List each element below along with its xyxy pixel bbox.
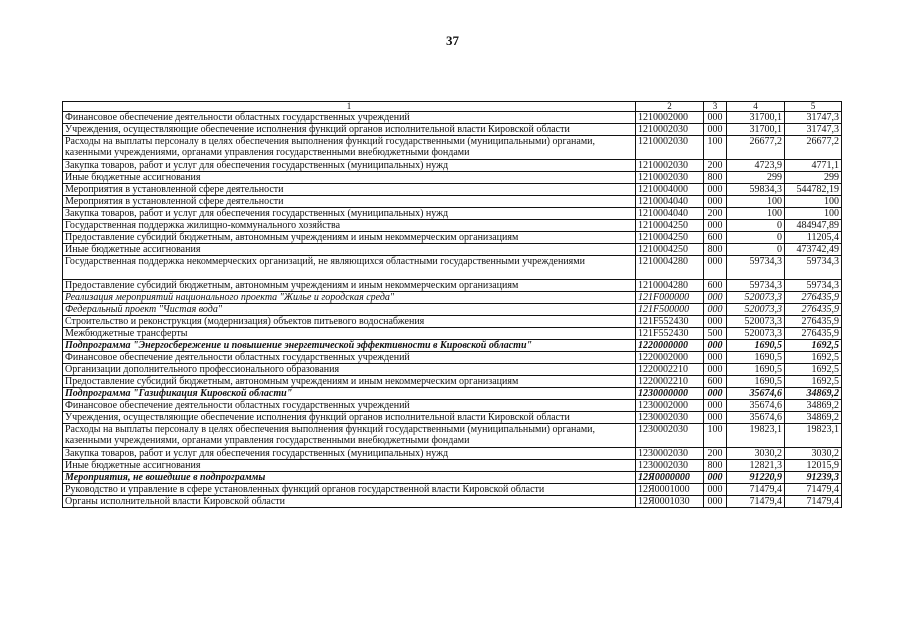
table-row: [63, 412, 842, 424]
row-amount-2-cell: 34869,2: [785, 412, 842, 424]
row-code-cell: 1230002030: [636, 448, 704, 460]
row-name-cell: Иные бюджетные ассигнования: [63, 172, 636, 184]
row-amount-2-cell: 473742,49: [785, 244, 842, 256]
row-expense-type-cell: 800: [704, 172, 727, 184]
row-name-cell: Государственная поддержка некоммерческих организаций, не являющихся областными государственными учреждениями: [63, 256, 636, 280]
row-code-cell: 12Я0001000: [636, 484, 704, 496]
row-expense-type-cell: 000: [704, 388, 727, 400]
row-amount-1-cell: 91220,9: [727, 472, 785, 484]
row-amount-1-cell: 35674,6: [727, 400, 785, 412]
row-amount-2-cell: 34869,2: [785, 388, 842, 400]
budget-table-body: [63, 102, 842, 508]
row-name-cell: Руководство и управление в сфере установленных функций органов государственной власти Кировской области: [63, 484, 636, 496]
row-code-cell: 1210004280: [636, 256, 704, 280]
row-expense-type-cell: 000: [704, 196, 727, 208]
row-amount-1-cell: 59734,3: [727, 256, 785, 280]
row-name-cell: Государственная поддержка жилищно-коммунального хозяйства: [63, 220, 636, 232]
header-col-4: 4: [727, 102, 785, 112]
row-expense-type-cell: 800: [704, 460, 727, 472]
row-name-cell: Финансовое обеспечение деятельности областных государственных учреждений: [63, 112, 636, 124]
row-amount-1-cell: 520073,3: [727, 328, 785, 340]
header-col-3: 3: [704, 102, 727, 112]
row-expense-type-cell: 000: [704, 316, 727, 328]
row-code-cell: 1220002000: [636, 352, 704, 364]
row-code-cell: 12Я0000000: [636, 472, 704, 484]
header-col-5: 5: [785, 102, 842, 112]
row-amount-1-cell: 12821,3: [727, 460, 785, 472]
table-row: [63, 352, 842, 364]
row-code-cell: 121F552430: [636, 328, 704, 340]
row-code-cell: 1210002000: [636, 112, 704, 124]
row-amount-1-cell: 1690,5: [727, 340, 785, 352]
row-amount-1-cell: 31700,1: [727, 124, 785, 136]
row-expense-type-cell: 000: [704, 220, 727, 232]
row-code-cell: 121F500000: [636, 304, 704, 316]
row-amount-1-cell: 1690,5: [727, 352, 785, 364]
row-amount-1-cell: 520073,3: [727, 304, 785, 316]
row-name-cell: Финансовое обеспечение деятельности областных государственных учреждений: [63, 400, 636, 412]
row-amount-1-cell: 520073,3: [727, 316, 785, 328]
row-amount-2-cell: 100: [785, 208, 842, 220]
row-code-cell: 1210004280: [636, 280, 704, 292]
row-name-cell: Мероприятия в установленной сфере деятельности: [63, 184, 636, 196]
table-row: [63, 496, 842, 508]
row-code-cell: 1230002030: [636, 424, 704, 448]
row-amount-1-cell: 59734,3: [727, 280, 785, 292]
row-expense-type-cell: 000: [704, 124, 727, 136]
row-expense-type-cell: 100: [704, 424, 727, 448]
row-expense-type-cell: 000: [704, 484, 727, 496]
row-amount-2-cell: 34869,2: [785, 400, 842, 412]
row-code-cell: 1220000000: [636, 340, 704, 352]
table-row: [63, 196, 842, 208]
row-amount-2-cell: 31747,3: [785, 112, 842, 124]
row-amount-2-cell: 276435,9: [785, 316, 842, 328]
table-row: [63, 280, 842, 292]
row-name-cell: Мероприятия в установленной сфере деятельности: [63, 196, 636, 208]
page-number: 37: [446, 33, 459, 48]
table-row: [63, 184, 842, 196]
table-row: [63, 460, 842, 472]
row-name-cell: Расходы на выплаты персоналу в целях обеспечения выполнения функций государственными (муниципальными) органами, казенными учреждениями, органами управления государственными внебюджетными фондами: [63, 136, 636, 160]
table-row: [63, 208, 842, 220]
row-name-cell: Предоставление субсидий бюджетным, автономным учреждениям и иным некоммерческим организациям: [63, 232, 636, 244]
row-amount-1-cell: 0: [727, 220, 785, 232]
row-name-cell: Органы исполнительной власти Кировской области: [63, 496, 636, 508]
row-code-cell: 1210002030: [636, 124, 704, 136]
row-amount-1-cell: 299: [727, 172, 785, 184]
row-expense-type-cell: 000: [704, 400, 727, 412]
row-expense-type-cell: 800: [704, 244, 727, 256]
table-row: [63, 244, 842, 256]
row-code-cell: 1230002030: [636, 460, 704, 472]
table-header-row: [63, 102, 842, 112]
row-code-cell: 1210004040: [636, 196, 704, 208]
budget-table: [62, 101, 842, 508]
row-code-cell: 1220002210: [636, 364, 704, 376]
table-row: [63, 400, 842, 412]
row-name-cell: Закупка товаров, работ и услуг для обеспечения государственных (муниципальных) нужд: [63, 448, 636, 460]
row-code-cell: 1230002000: [636, 400, 704, 412]
row-code-cell: 1210004250: [636, 220, 704, 232]
table-row: [63, 448, 842, 460]
row-expense-type-cell: 100: [704, 136, 727, 160]
row-amount-1-cell: 31700,1: [727, 112, 785, 124]
row-amount-1-cell: 3030,2: [727, 448, 785, 460]
row-expense-type-cell: 000: [704, 364, 727, 376]
row-name-cell: Учреждения, осуществляющие обеспечение исполнения функций органов исполнительной власти Кировской области: [63, 412, 636, 424]
row-amount-2-cell: 31747,3: [785, 124, 842, 136]
row-code-cell: 1210002030: [636, 160, 704, 172]
row-amount-1-cell: 35674,6: [727, 388, 785, 400]
row-amount-1-cell: 1690,5: [727, 364, 785, 376]
table-row: [63, 316, 842, 328]
table-row: [63, 160, 842, 172]
row-expense-type-cell: 000: [704, 352, 727, 364]
row-name-cell: Предоставление субсидий бюджетным, автономным учреждениям и иным некоммерческим организациям: [63, 376, 636, 388]
row-name-cell: Финансовое обеспечение деятельности областных государственных учреждений: [63, 352, 636, 364]
row-expense-type-cell: 000: [704, 256, 727, 280]
row-amount-1-cell: 0: [727, 232, 785, 244]
row-amount-1-cell: 100: [727, 196, 785, 208]
table-row: [63, 484, 842, 496]
row-code-cell: 1220002210: [636, 376, 704, 388]
row-amount-1-cell: 19823,1: [727, 424, 785, 448]
row-expense-type-cell: 000: [704, 304, 727, 316]
table-row: [63, 112, 842, 124]
row-code-cell: 121F000000: [636, 292, 704, 304]
row-expense-type-cell: 600: [704, 232, 727, 244]
row-expense-type-cell: 500: [704, 328, 727, 340]
row-name-cell: Межбюджетные трансферты: [63, 328, 636, 340]
table-row: [63, 124, 842, 136]
table-row: [63, 232, 842, 244]
row-amount-1-cell: 4723,9: [727, 160, 785, 172]
row-amount-2-cell: 26677,2: [785, 136, 842, 160]
row-expense-type-cell: 600: [704, 376, 727, 388]
row-expense-type-cell: 000: [704, 112, 727, 124]
row-name-cell: Закупка товаров, работ и услуг для обеспечения государственных (муниципальных) нужд: [63, 208, 636, 220]
row-amount-2-cell: 544782,19: [785, 184, 842, 196]
row-name-cell: Реализация мероприятий национального проекта "Жилье и городская среда": [63, 292, 636, 304]
row-name-cell: Строительство и реконструкция (модернизация) объектов питьевого водоснабжения: [63, 316, 636, 328]
table-row: [63, 292, 842, 304]
row-amount-2-cell: 71479,4: [785, 484, 842, 496]
row-expense-type-cell: 000: [704, 496, 727, 508]
row-amount-1-cell: 100: [727, 208, 785, 220]
table-row: [63, 220, 842, 232]
row-amount-1-cell: 71479,4: [727, 484, 785, 496]
row-amount-2-cell: 11205,4: [785, 232, 842, 244]
row-code-cell: 1210004250: [636, 244, 704, 256]
row-amount-2-cell: 1692,5: [785, 352, 842, 364]
row-name-cell: Мероприятия, не вошедшие в подпрограммы: [63, 472, 636, 484]
table-row: [63, 136, 842, 160]
table-row: [63, 340, 842, 352]
row-amount-2-cell: 276435,9: [785, 304, 842, 316]
row-code-cell: 1210002030: [636, 136, 704, 160]
row-amount-1-cell: 59834,3: [727, 184, 785, 196]
row-expense-type-cell: 200: [704, 208, 727, 220]
table-row: [63, 304, 842, 316]
row-amount-2-cell: 91239,3: [785, 472, 842, 484]
row-name-cell: Учреждения, осуществляющие обеспечение исполнения функций органов исполнительной власти Кировской области: [63, 124, 636, 136]
table-row: [63, 364, 842, 376]
row-amount-1-cell: 1690,5: [727, 376, 785, 388]
row-expense-type-cell: 000: [704, 184, 727, 196]
row-amount-2-cell: 276435,9: [785, 292, 842, 304]
table-row: [63, 472, 842, 484]
row-amount-2-cell: 12015,9: [785, 460, 842, 472]
row-code-cell: 121F552430: [636, 316, 704, 328]
row-name-cell: Иные бюджетные ассигнования: [63, 460, 636, 472]
row-name-cell: Организации дополнительного профессионального образования: [63, 364, 636, 376]
row-amount-2-cell: 71479,4: [785, 496, 842, 508]
row-code-cell: 1210002030: [636, 172, 704, 184]
row-amount-2-cell: 59734,3: [785, 280, 842, 292]
row-expense-type-cell: 200: [704, 448, 727, 460]
row-expense-type-cell: 600: [704, 280, 727, 292]
header-col-1: 1: [63, 102, 636, 112]
row-amount-2-cell: 100: [785, 196, 842, 208]
row-expense-type-cell: 000: [704, 472, 727, 484]
row-amount-2-cell: 3030,2: [785, 448, 842, 460]
row-amount-1-cell: 26677,2: [727, 136, 785, 160]
row-code-cell: 1230002030: [636, 412, 704, 424]
row-amount-1-cell: 71479,4: [727, 496, 785, 508]
row-code-cell: 1210004250: [636, 232, 704, 244]
row-expense-type-cell: 000: [704, 412, 727, 424]
row-name-cell: Федеральный проект "Чистая вода": [63, 304, 636, 316]
row-expense-type-cell: 000: [704, 340, 727, 352]
row-amount-2-cell: 1692,5: [785, 364, 842, 376]
row-amount-2-cell: 299: [785, 172, 842, 184]
table-row: [63, 424, 842, 448]
table-row: [63, 172, 842, 184]
row-amount-2-cell: 59734,3: [785, 256, 842, 280]
header-col-2: 2: [636, 102, 704, 112]
row-expense-type-cell: 200: [704, 160, 727, 172]
row-code-cell: 1210004040: [636, 208, 704, 220]
row-code-cell: 1230000000: [636, 388, 704, 400]
row-amount-1-cell: 520073,3: [727, 292, 785, 304]
row-name-cell: Подпрограмма "Энергосбережение и повышение энергетической эффективности в Кировской области": [63, 340, 636, 352]
row-amount-2-cell: 276435,9: [785, 328, 842, 340]
row-amount-2-cell: 1692,5: [785, 340, 842, 352]
row-name-cell: Закупка товаров, работ и услуг для обеспечения государственных (муниципальных) нужд: [63, 160, 636, 172]
table-row: [63, 328, 842, 340]
row-code-cell: 12Я0001030: [636, 496, 704, 508]
row-amount-2-cell: 4771,1: [785, 160, 842, 172]
row-amount-1-cell: 35674,6: [727, 412, 785, 424]
row-expense-type-cell: 000: [704, 292, 727, 304]
row-name-cell: Расходы на выплаты персоналу в целях обеспечения выполнения функций государственными (муниципальными) органами, казенными учреждениями, органами управления государственными внебюджетными фондами: [63, 424, 636, 448]
table-row: [63, 376, 842, 388]
row-amount-2-cell: 19823,1: [785, 424, 842, 448]
row-amount-2-cell: 1692,5: [785, 376, 842, 388]
table-row: [63, 388, 842, 400]
row-name-cell: Подпрограмма "Газификация Кировской области": [63, 388, 636, 400]
row-code-cell: 1210004000: [636, 184, 704, 196]
row-amount-1-cell: 0: [727, 244, 785, 256]
row-name-cell: Предоставление субсидий бюджетным, автономным учреждениям и иным некоммерческим организациям: [63, 280, 636, 292]
row-amount-2-cell: 484947,89: [785, 220, 842, 232]
table-row: [63, 256, 842, 280]
row-name-cell: Иные бюджетные ассигнования: [63, 244, 636, 256]
